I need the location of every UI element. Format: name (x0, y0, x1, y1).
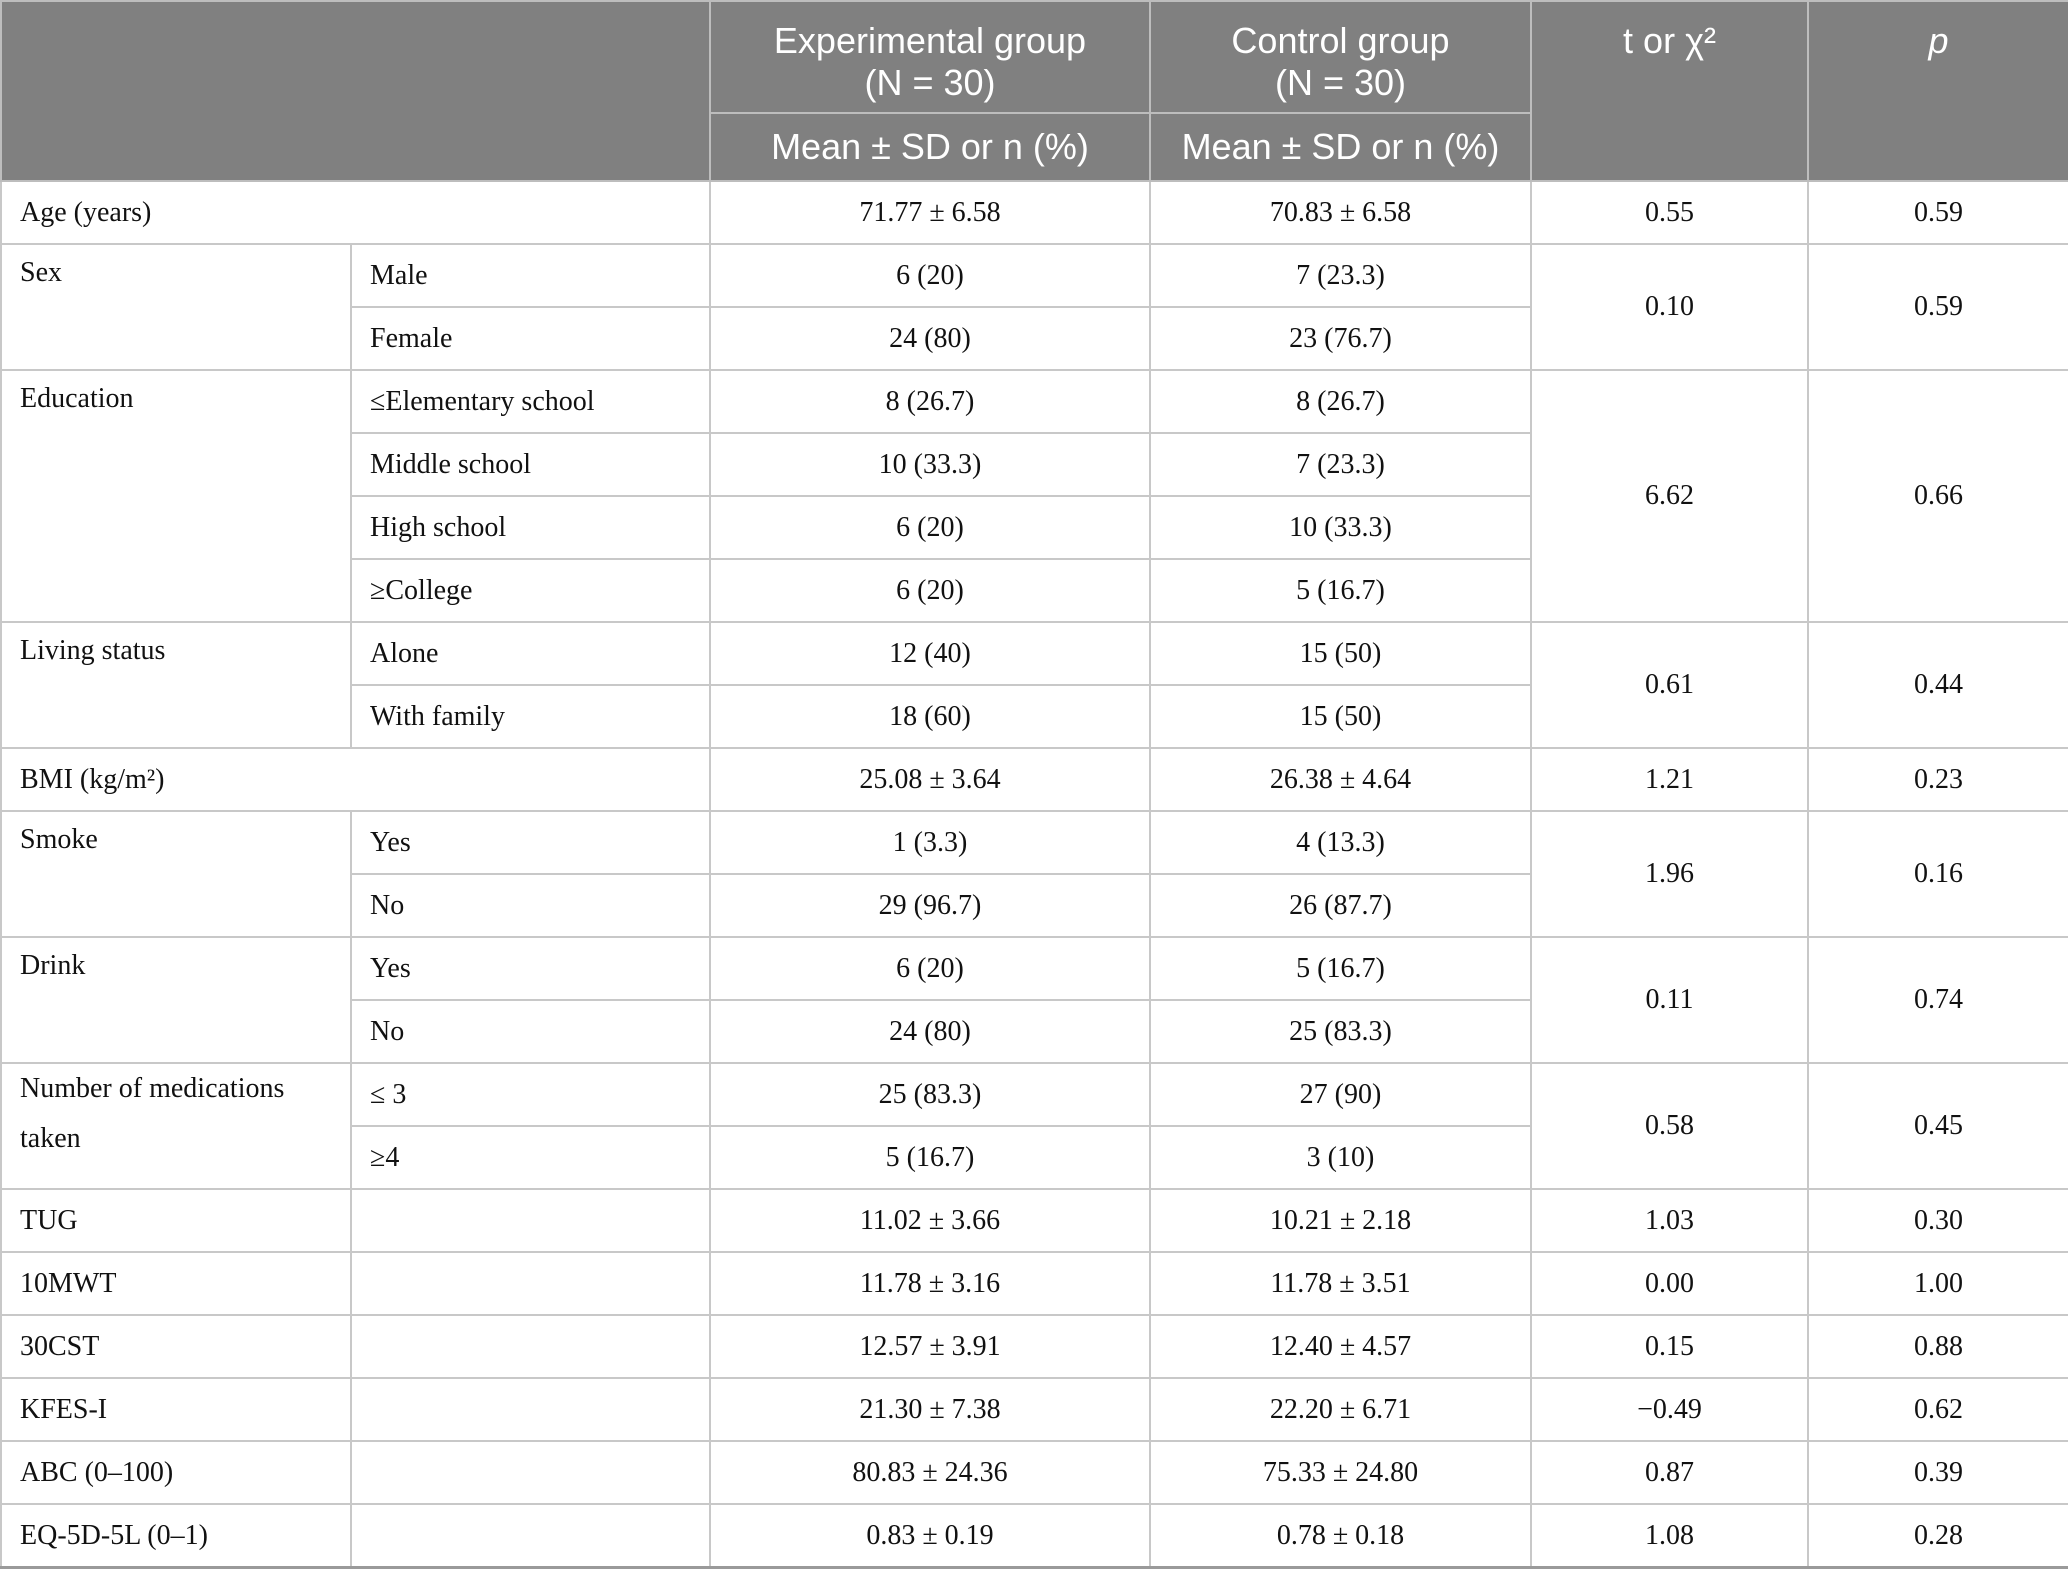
row-label: 30CST (1, 1315, 351, 1378)
cell-stat: 0.61 (1531, 622, 1808, 748)
row-sublabel-empty (351, 1189, 710, 1252)
cell-p: 0.28 (1808, 1504, 2068, 1568)
row-label: 10MWT (1, 1252, 351, 1315)
cell-ctrl: 5 (16.7) (1150, 937, 1531, 1000)
cell-ctrl: 23 (76.7) (1150, 307, 1531, 370)
cell-exp: 71.77 ± 6.58 (710, 181, 1150, 244)
table-row (1, 1441, 2068, 1504)
cell-stat: 1.08 (1531, 1504, 1808, 1568)
cell-exp: 1 (3.3) (710, 811, 1150, 874)
cell-exp: 24 (80) (710, 1000, 1150, 1063)
cell-ctrl: 7 (23.3) (1150, 433, 1531, 496)
cell-ctrl: 26.38 ± 4.64 (1150, 748, 1531, 811)
row-sublabel: Yes (351, 937, 710, 1000)
table-row (1, 1315, 2068, 1378)
cell-stat: 6.62 (1531, 370, 1808, 622)
cell-p: 0.74 (1808, 937, 2068, 1063)
header-p-value (1808, 1, 2068, 181)
cell-ctrl: 15 (50) (1150, 685, 1531, 748)
header-ctrl-subheader: Mean ± SD or n (%) (1150, 113, 1531, 181)
cell-ctrl: 0.78 ± 0.18 (1150, 1504, 1531, 1568)
row-label: Living status (1, 622, 351, 748)
cell-ctrl: 25 (83.3) (1150, 1000, 1531, 1063)
table-row (1, 1063, 2068, 1126)
cell-ctrl: 7 (23.3) (1150, 244, 1531, 307)
row-sublabel: ≤Elementary school (351, 370, 710, 433)
cell-exp: 5 (16.7) (710, 1126, 1150, 1189)
table-body (1, 181, 2068, 1568)
row-label: Smoke (1, 811, 351, 937)
table-row (1, 1378, 2068, 1441)
row-sublabel-empty (351, 1441, 710, 1504)
header-exp-label: Experimental group (773, 20, 1087, 61)
cell-exp: 80.83 ± 24.36 (710, 1441, 1150, 1504)
table-row (1, 937, 2068, 1000)
cell-stat: 0.87 (1531, 1441, 1808, 1504)
header-blank (1, 1, 710, 181)
cell-exp: 6 (20) (710, 937, 1150, 1000)
row-sublabel: Yes (351, 811, 710, 874)
cell-ctrl: 10 (33.3) (1150, 496, 1531, 559)
cell-stat: 0.58 (1531, 1063, 1808, 1189)
table-row (1, 1189, 2068, 1252)
header-p-label: p (1928, 20, 1949, 61)
cell-ctrl: 3 (10) (1150, 1126, 1531, 1189)
row-label: Number of medications taken (1, 1063, 351, 1189)
cell-ctrl: 4 (13.3) (1150, 811, 1531, 874)
cell-stat: −0.49 (1531, 1378, 1808, 1441)
cell-stat: 0.15 (1531, 1315, 1808, 1378)
row-sublabel: ≥College (351, 559, 710, 622)
table-row (1, 748, 2068, 811)
cell-exp: 12.57 ± 3.91 (710, 1315, 1150, 1378)
cell-exp: 25.08 ± 3.64 (710, 748, 1150, 811)
cell-ctrl: 11.78 ± 3.51 (1150, 1252, 1531, 1315)
row-label: KFES-I (1, 1378, 351, 1441)
row-label: Drink (1, 937, 351, 1063)
cell-exp: 6 (20) (710, 559, 1150, 622)
header-control-group (1150, 1, 1531, 113)
row-sublabel: Male (351, 244, 710, 307)
cell-ctrl: 15 (50) (1150, 622, 1531, 685)
table-row (1, 1504, 2068, 1568)
cell-stat: 1.96 (1531, 811, 1808, 937)
cell-exp: 12 (40) (710, 622, 1150, 685)
cell-exp: 11.78 ± 3.16 (710, 1252, 1150, 1315)
cell-exp: 11.02 ± 3.66 (710, 1189, 1150, 1252)
cell-exp: 6 (20) (710, 496, 1150, 559)
cell-ctrl: 22.20 ± 6.71 (1150, 1378, 1531, 1441)
table-row (1, 181, 2068, 244)
cell-exp: 21.30 ± 7.38 (710, 1378, 1150, 1441)
cell-p: 0.45 (1808, 1063, 2068, 1189)
cell-p: 0.59 (1808, 244, 2068, 370)
table-row (1, 244, 2068, 307)
cell-p: 0.88 (1808, 1315, 2068, 1378)
cell-p: 1.00 (1808, 1252, 2068, 1315)
header-ctrl-label: Control group (1231, 20, 1450, 61)
cell-exp: 8 (26.7) (710, 370, 1150, 433)
cell-ctrl: 10.21 ± 2.18 (1150, 1189, 1531, 1252)
cell-ctrl: 12.40 ± 4.57 (1150, 1315, 1531, 1378)
row-sublabel-empty (351, 1315, 710, 1378)
table-row (1, 370, 2068, 433)
cell-stat: 1.03 (1531, 1189, 1808, 1252)
cell-stat: 0.00 (1531, 1252, 1808, 1315)
row-sublabel: High school (351, 496, 710, 559)
cell-ctrl: 5 (16.7) (1150, 559, 1531, 622)
row-sublabel: ≥4 (351, 1126, 710, 1189)
row-sublabel: ≤ 3 (351, 1063, 710, 1126)
cell-stat: 0.55 (1531, 181, 1808, 244)
row-sublabel: With family (351, 685, 710, 748)
cell-stat: 0.10 (1531, 244, 1808, 370)
cell-p: 0.44 (1808, 622, 2068, 748)
row-label: ABC (0–100) (1, 1441, 351, 1504)
header-experimental-group (710, 1, 1150, 113)
table-row (1, 622, 2068, 685)
header-exp-n: (N = 30) (864, 62, 996, 103)
cell-stat: 0.11 (1531, 937, 1808, 1063)
table-header (1, 1, 2068, 181)
cell-p: 0.30 (1808, 1189, 2068, 1252)
table-row (1, 811, 2068, 874)
cell-exp: 18 (60) (710, 685, 1150, 748)
header-statistic (1531, 1, 1808, 181)
cell-stat: 1.21 (1531, 748, 1808, 811)
row-label: EQ-5D-5L (0–1) (1, 1504, 351, 1568)
row-sublabel-empty (351, 1504, 710, 1568)
row-sublabel: No (351, 1000, 710, 1063)
header-ctrl-n: (N = 30) (1274, 62, 1407, 103)
header-statistic-label: t or χ² (1623, 20, 1716, 61)
cell-exp: 0.83 ± 0.19 (710, 1504, 1150, 1568)
row-sublabel: Middle school (351, 433, 710, 496)
cell-p: 0.16 (1808, 811, 2068, 937)
cell-ctrl: 75.33 ± 24.80 (1150, 1441, 1531, 1504)
row-label: Education (1, 370, 351, 622)
cell-ctrl: 8 (26.7) (1150, 370, 1531, 433)
row-sublabel-empty (351, 1378, 710, 1441)
row-sublabel-empty (351, 1252, 710, 1315)
row-sublabel: Female (351, 307, 710, 370)
table-row (1, 1252, 2068, 1315)
cell-ctrl: 27 (90) (1150, 1063, 1531, 1126)
row-sublabel: No (351, 874, 710, 937)
cell-exp: 10 (33.3) (710, 433, 1150, 496)
row-label: BMI (kg/m²) (1, 748, 710, 811)
cell-p: 0.66 (1808, 370, 2068, 622)
cell-exp: 25 (83.3) (710, 1063, 1150, 1126)
cell-exp: 24 (80) (710, 307, 1150, 370)
cell-p: 0.59 (1808, 181, 2068, 244)
cell-exp: 6 (20) (710, 244, 1150, 307)
cell-p: 0.23 (1808, 748, 2068, 811)
cell-p: 0.39 (1808, 1441, 2068, 1504)
row-label: TUG (1, 1189, 351, 1252)
cell-exp: 29 (96.7) (710, 874, 1150, 937)
row-label: Age (years) (1, 181, 710, 244)
cell-ctrl: 26 (87.7) (1150, 874, 1531, 937)
header-exp-subheader: Mean ± SD or n (%) (710, 113, 1150, 181)
cell-p: 0.62 (1808, 1378, 2068, 1441)
cell-ctrl: 70.83 ± 6.58 (1150, 181, 1531, 244)
row-label: Sex (1, 244, 351, 370)
row-sublabel: Alone (351, 622, 710, 685)
